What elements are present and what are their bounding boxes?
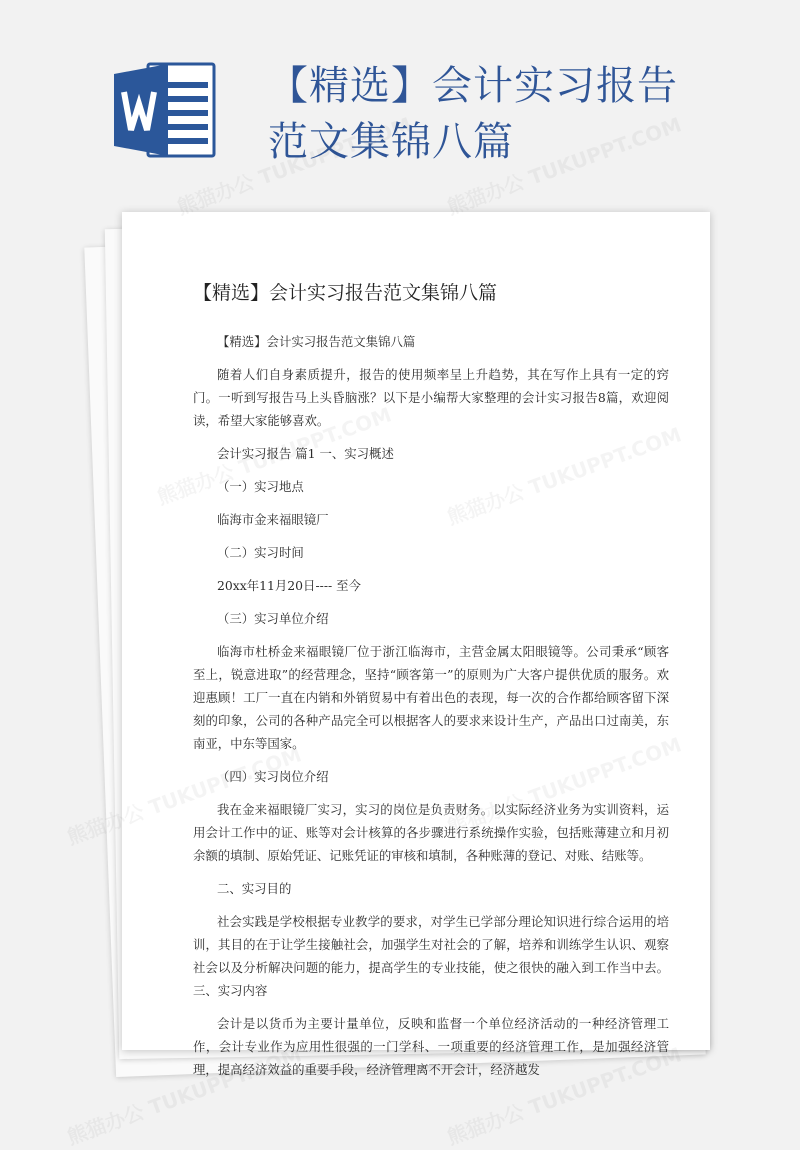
banner-title-line2: 范文集锦八篇 [268,119,514,165]
paragraph: （三）实习单位介绍 [217,611,329,626]
word-document-icon [110,60,220,160]
paragraph: 临海市金来福眼镜厂 [217,512,329,527]
paragraph: 会计是以货币为主要计量单位，反映和监督一个单位经济活动的一种经济管理工作，会计专业作为应用性很强的一门学科、一项重要的经济管理工作，是加强经济管理，提高经济效益的重要手段，经济管理离不开会计，经济越发 [193,1016,669,1077]
paragraph: 二、实习目的 [217,881,292,896]
paragraph: （一）实习地点 [217,479,304,494]
paragraph: 我在金来福眼镜厂实习，实习的岗位是负责财务。以实际经济业务为实训资料，运用会计工作中的证、账等对会计核算的各步骤进行系统操作实验，包括账薄建立和月初余额的填制、原始凭证、记账凭证的审核和填制，各种账薄的登记、对账、结账等。 [193,802,669,863]
document-body [193,330,669,1091]
banner-title-line1: 【精选】会计实习报告 [268,63,678,109]
document-title: 【精选】会计实习报告范文集锦八篇 [193,282,498,304]
paragraph: （四）实习岗位介绍 [217,769,329,784]
paragraph: 临海市杜桥金来福眼镜厂位于浙江临海市，主营金属太阳眼镜等。公司秉承“顾客至上，锐意进取”的经营理念，坚持“顾客第一”的原则为广大客户提供优质的服务。欢迎惠顾！工厂一直在内销和外销贸易中有着出色的表现，每一次的合作都给顾客留下深刻的印象，公司的各种产品完全可以根据客人的要求来设计生产，产品出口过南美，东南亚，中东等国家。 [193,644,669,751]
paragraph: 20xx年11月20日---- 至今 [217,578,361,593]
paragraph: 会计实习报告 篇1 一、实习概述 [217,446,394,461]
paragraph: 随着人们自身素质提升，报告的使用频率呈上升趋势，其在写作上具有一定的窍门。一听到写报告马上头昏脑涨？以下是小编帮大家整理的会计实习报告8篇，欢迎阅读，希望大家能够喜欢。 [193,367,669,428]
paragraph: 【精选】会计实习报告范文集锦八篇 [217,334,416,349]
paragraph: 社会实践是学校根据专业教学的要求，对学生已学部分理论知识进行综合运用的培训，其目的在于让学生接触社会，加强学生对社会的了解，培养和训练学生认识、观察社会以及分析解决问题的能力，提高学生的专业技能，使之很快的融入到工作当中去。 三、实习内容 [193,914,669,998]
banner-title [268,58,748,170]
document-page [122,212,710,1077]
paragraph: （二）实习时间 [217,545,304,560]
